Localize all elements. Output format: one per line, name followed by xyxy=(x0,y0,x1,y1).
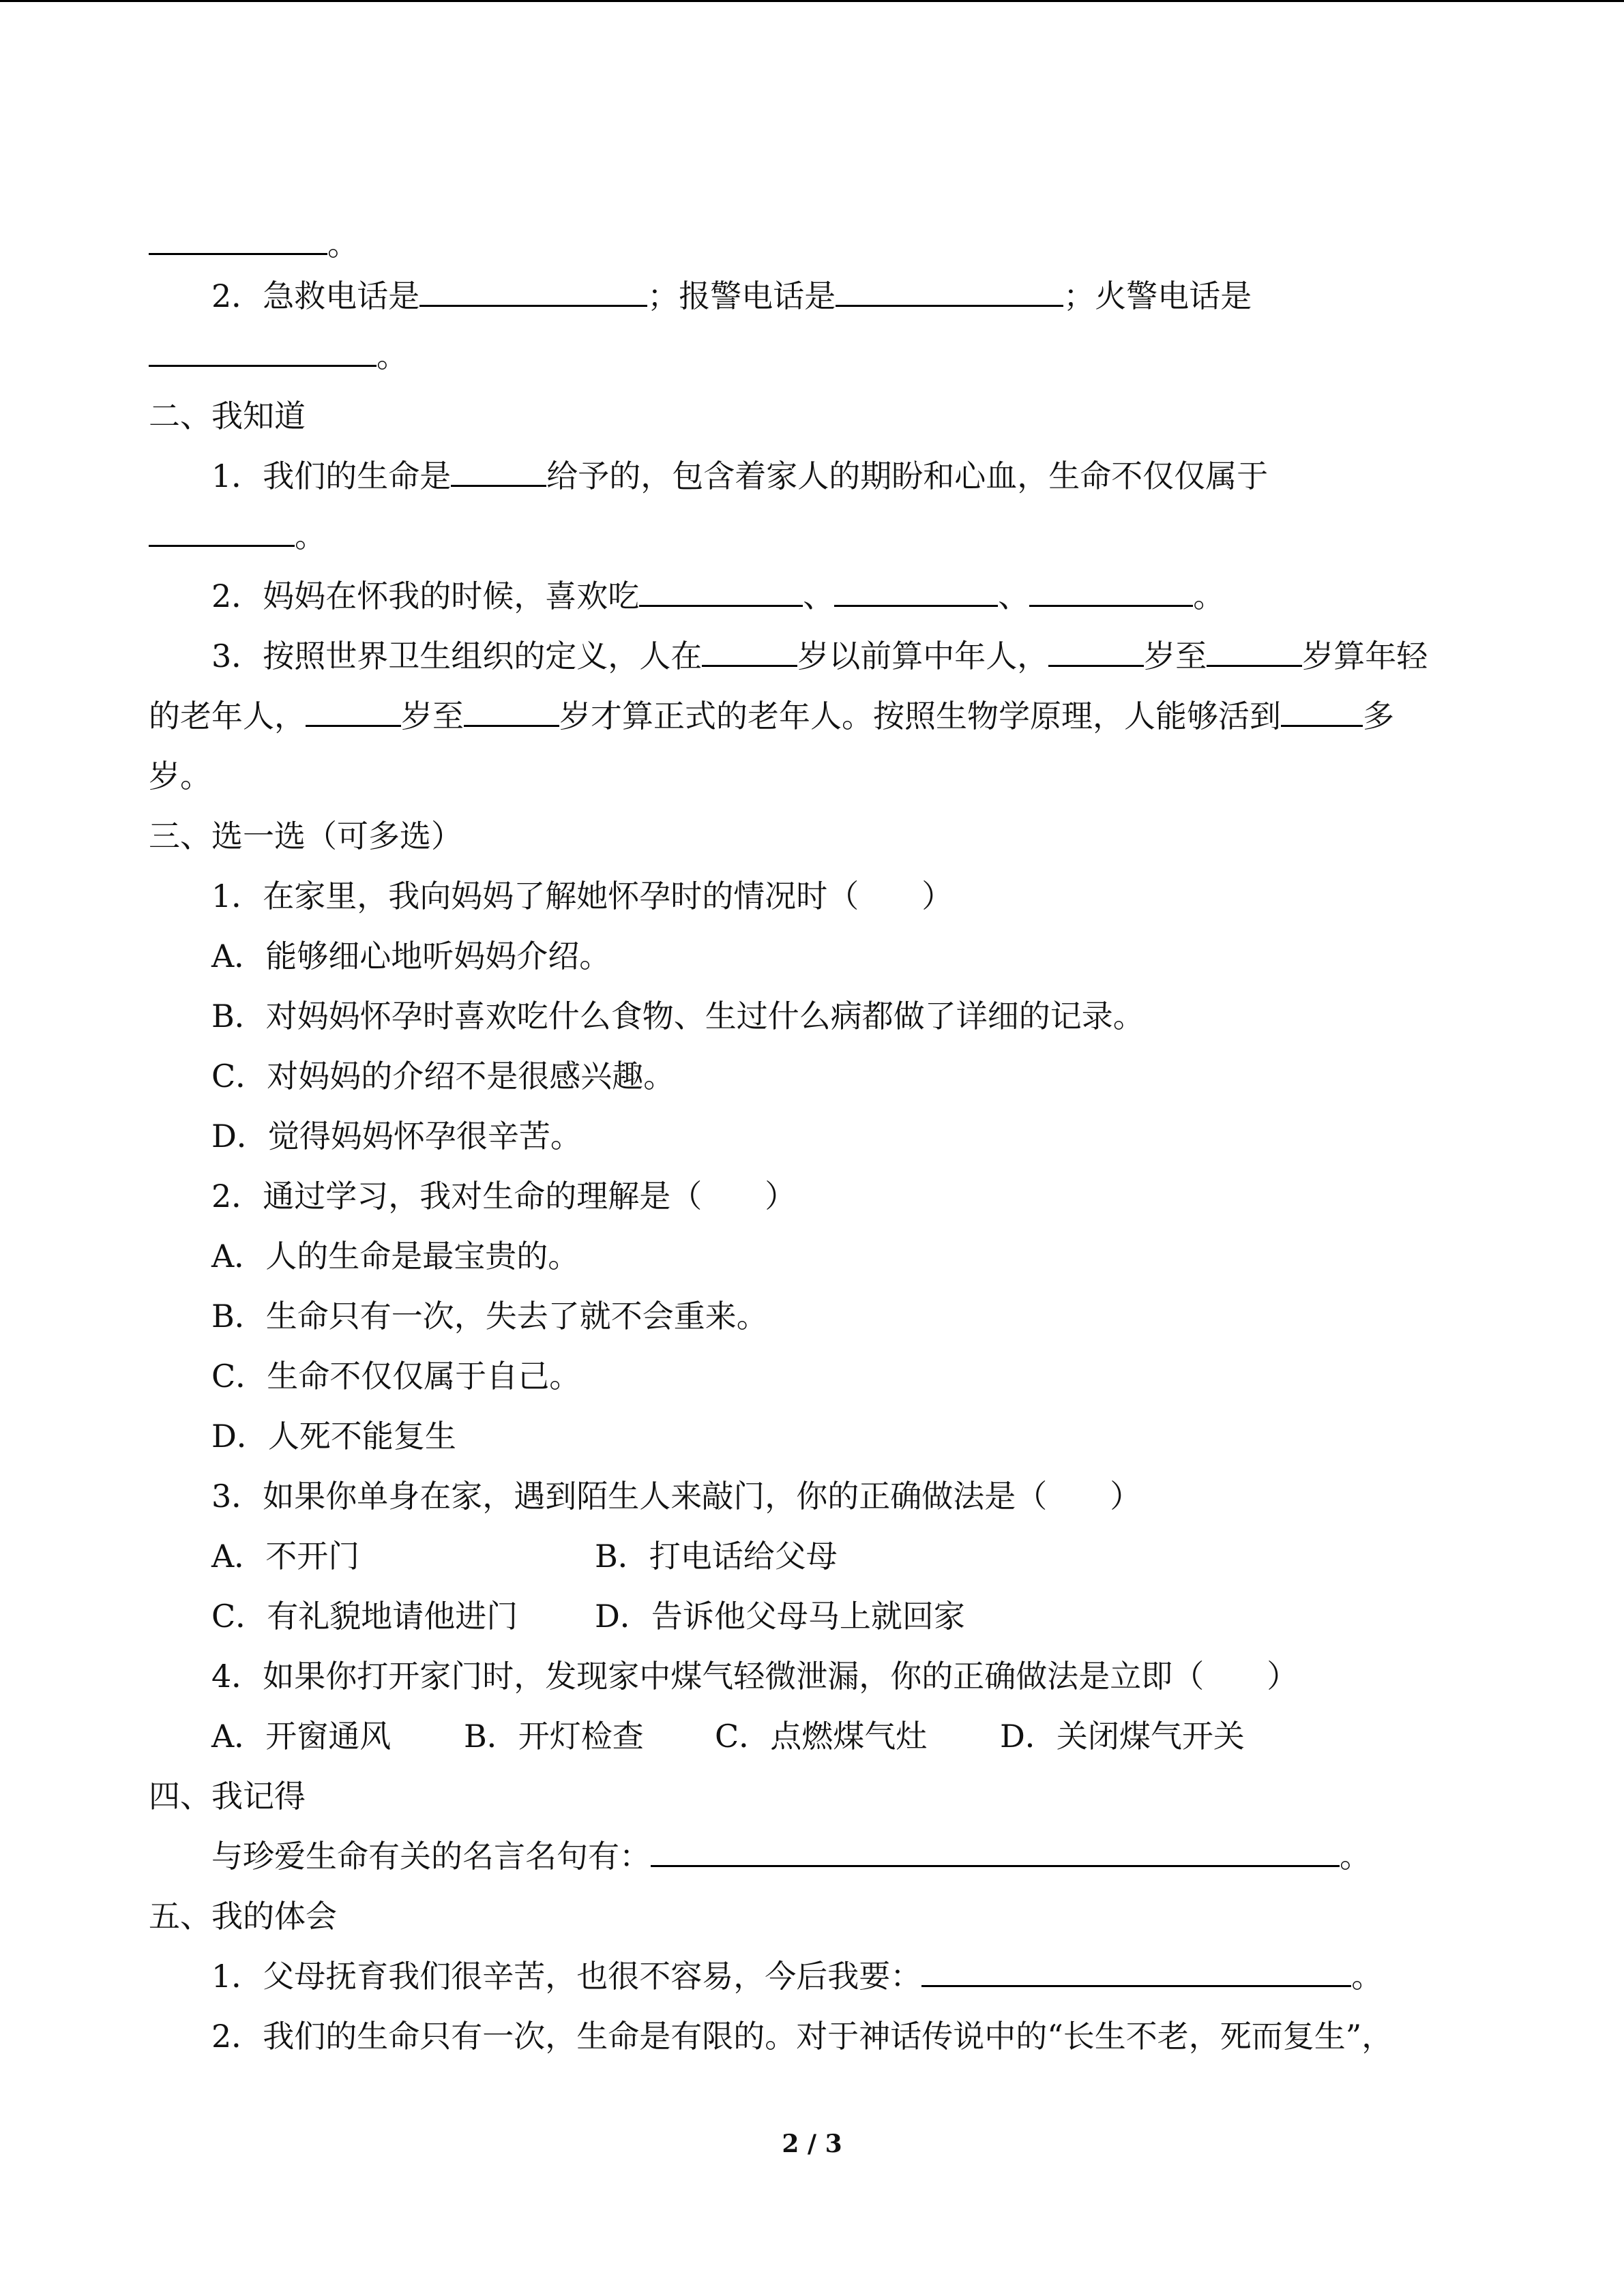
question-3-3-stem: 3．如果你单身在家，遇到陌生人来敲门，你的正确做法是（ ） xyxy=(211,1478,1142,1515)
choice-option[interactable]: A．能够细心地听妈妈介绍。 xyxy=(211,938,611,974)
answer-blank[interactable] xyxy=(836,276,1063,307)
question-1-2-cont: 。 xyxy=(149,336,408,376)
choice-option[interactable]: A．不开门 xyxy=(211,1538,360,1575)
choice-option[interactable]: D．觉得妈妈怀孕很辛苦。 xyxy=(211,1118,582,1154)
question-3-2-stem: 2．通过学习，我对生命的理解是（ ） xyxy=(211,1178,797,1214)
question-3-1-stem: 1．在家里，我向妈妈了解她怀孕时的情况时（ ） xyxy=(211,878,954,914)
question-2-1-cont: 。 xyxy=(149,516,326,556)
answer-blank[interactable] xyxy=(451,456,546,487)
question-2-1: 1．我们的生命是 给予的，包含着家人的期盼和心血，生命不仅仅属于 xyxy=(211,458,1269,494)
choice-option[interactable]: A．人的生命是最宝贵的。 xyxy=(211,1238,580,1274)
choice-option[interactable]: B．打电话给父母 xyxy=(595,1538,838,1575)
question-1-2: 2．急救电话是 ；报警电话是 ；火警电话是 xyxy=(211,278,1252,314)
section-heading: 三、选一选（可多选） xyxy=(149,818,462,854)
answer-blank[interactable] xyxy=(149,336,377,367)
page-number: 2 / 3 xyxy=(782,2130,842,2158)
answer-blank[interactable] xyxy=(651,1836,1340,1867)
top-border xyxy=(0,0,1624,2)
answer-blank[interactable] xyxy=(149,516,295,547)
section-heading: 二、我知道 xyxy=(149,398,306,434)
answer-blank[interactable] xyxy=(1029,576,1193,607)
choice-option[interactable]: C．生命不仅仅属于自己。 xyxy=(211,1358,581,1395)
answer-blank[interactable] xyxy=(702,636,797,667)
answer-blank[interactable] xyxy=(1048,636,1144,667)
answer-blank[interactable] xyxy=(149,224,327,255)
answer-blank[interactable] xyxy=(419,276,647,307)
question-2-3-end: 岁。 xyxy=(149,758,211,794)
answer-blank[interactable] xyxy=(639,576,803,607)
answer-blank[interactable] xyxy=(306,696,401,727)
section-heading: 五、我的体会 xyxy=(149,1898,337,1935)
choice-option[interactable]: B．生命只有一次，失去了就不会重来。 xyxy=(211,1298,768,1335)
answer-blank[interactable] xyxy=(1207,636,1302,667)
question-2-3: 3．按照世界卫生组织的定义，人在 岁以前算中年人， 岁至 岁算年轻 xyxy=(211,638,1428,674)
choice-option[interactable]: C．有礼貌地请他进门 xyxy=(211,1598,518,1635)
choice-option[interactable]: C．对妈妈的介绍不是很感兴趣。 xyxy=(211,1058,675,1094)
question-2-3-cont: 的老年人， 岁至 岁才算正式的老年人。按照生物学原理，人能够活到 多 xyxy=(149,698,1394,734)
question-5-1: 1．父母抚育我们很辛苦，也很不容易，今后我要： 。 xyxy=(211,1958,1383,1995)
choice-option[interactable]: A．开窗通风 xyxy=(211,1718,392,1755)
question-3-4-stem: 4．如果你打开家门时，发现家中煤气轻微泄漏，你的正确做法是立即（ ） xyxy=(211,1658,1299,1695)
answer-blank[interactable] xyxy=(834,576,998,607)
choice-option[interactable]: D．关闭煤气开关 xyxy=(1000,1718,1245,1755)
section-heading: 四、我记得 xyxy=(149,1778,306,1815)
choice-option[interactable]: D．人死不能复生 xyxy=(211,1418,456,1455)
choice-option[interactable]: B．开灯检查 xyxy=(464,1718,644,1755)
choice-option[interactable]: C．点燃煤气灶 xyxy=(715,1718,928,1755)
answer-blank[interactable] xyxy=(1281,696,1363,727)
choice-option[interactable]: B．对妈妈怀孕时喜欢吃什么食物、生过什么病都做了详细的记录。 xyxy=(211,998,1145,1034)
question-2-2: 2．妈妈在怀我的时候，喜欢吃 、 、 。 xyxy=(211,578,1225,614)
choice-option[interactable]: D．告诉他父母马上就回家 xyxy=(595,1598,965,1635)
answer-blank[interactable] xyxy=(464,696,559,727)
carry-over-line: 。 xyxy=(149,224,359,265)
question-5-2: 2．我们的生命只有一次，生命是有限的。对于神话传说中的“长生不老，死而复生”， xyxy=(211,2018,1393,2055)
answer-blank[interactable] xyxy=(921,1956,1351,1987)
question-4: 与珍爱生命有关的名言名句有： 。 xyxy=(211,1838,1371,1875)
